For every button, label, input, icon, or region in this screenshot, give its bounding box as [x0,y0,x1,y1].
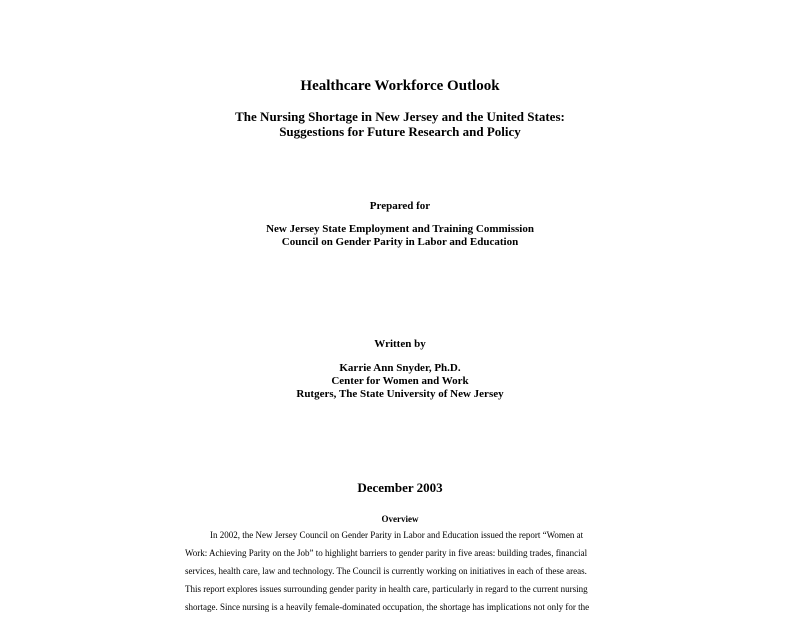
overview-line-4: This report explores issues surrounding gender parity in health care, particularly in regard to the current nursing [185,584,588,594]
document-title: Healthcare Workforce Outlook [300,78,500,94]
author-name: Karrie Ann Snyder, Ph.D. [339,362,461,374]
prepared-for-label: Prepared for [369,200,431,212]
document-date: December 2003 [357,480,443,495]
overview-line-3: services, health care, law and technology. The Council is currently working on initiatives in each of these areas. [185,566,587,576]
overview-line-2: Work: Achieving Parity on the Job” to highlight barriers to gender parity in five areas: building trades, financial [185,548,588,558]
subtitle-line-2: Suggestions for Future Research and Policy [279,124,521,139]
subtitle-line-1: The Nursing Shortage in New Jersey and the United States: [235,109,565,124]
overview-paragraph [185,526,617,616]
overview-line-5: shortage. Since nursing is a heavily female-dominated occupation, the shortage has implications not only for the [185,602,590,612]
overview-line-1: In 2002, the New Jersey Council on Gender Parity in Labor and Education issued the report “Women at [210,530,584,540]
author-organization: Center for Women and Work [331,375,469,387]
overview-heading: Overview [381,514,419,524]
prepared-for-line-1: New Jersey State Employment and Training Commission [266,223,534,235]
prepared-for-line-2: Council on Gender Parity in Labor and Education [281,236,519,248]
author-university: Rutgers, The State University of New Jersey [296,388,504,400]
written-by-label: Written by [374,338,426,350]
